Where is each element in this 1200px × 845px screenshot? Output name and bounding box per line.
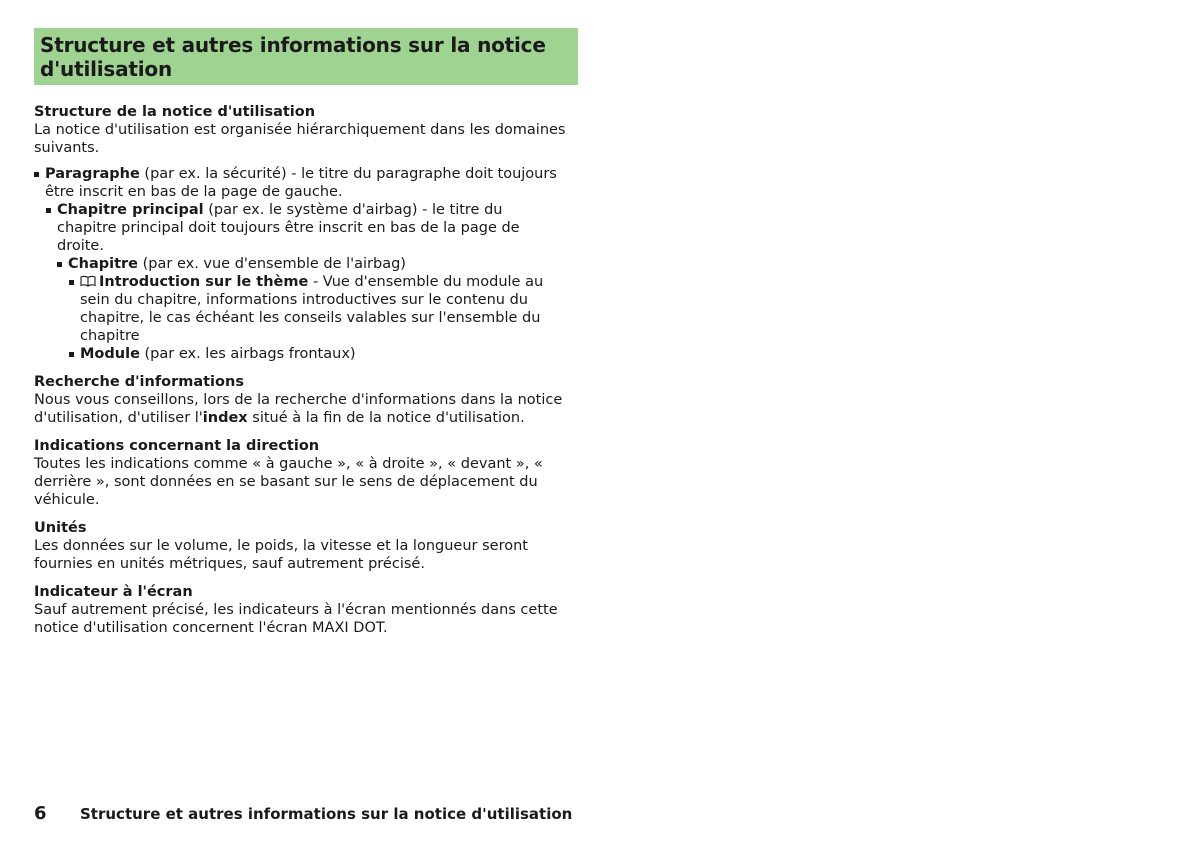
section-heading: Unités — [34, 520, 87, 536]
content-column — [34, 28, 578, 647]
bullet-icon — [57, 262, 62, 267]
list-item-term: Module — [80, 346, 140, 362]
section-heading: Structure de la notice d'utilisation — [34, 104, 316, 120]
section-display — [34, 583, 578, 637]
section-text — [34, 391, 574, 427]
book-icon — [80, 275, 96, 287]
section-text: Les données sur le volume, le poids, la vitesse et la longueur seront fournies en unités métriques, sauf autrement précisé. — [34, 538, 528, 572]
section-intro: La notice d'utilisation est organisée hiérarchiquement dans les domaines suivants. — [34, 122, 566, 156]
section-direction — [34, 437, 578, 509]
section-heading: Indicateur à l'écran — [34, 584, 193, 600]
text-fragment: Nous vous conseillons, lors de la recherche d'informations dans la notice d'utilisation, d'utiliser l' — [34, 392, 563, 426]
section-units — [34, 519, 578, 573]
section-heading: Recherche d'informations — [34, 374, 244, 390]
page-title: Structure et autres informations sur la notice d'utilisation — [40, 33, 546, 81]
section-text: Toutes les indications comme « à gauche », « à droite », « devant », « derrière », sont données en se basant sur le sens de déplacement du véhicule. — [34, 456, 543, 508]
section-text: Sauf autrement précisé, les indicateurs à l'écran mentionnés dans cette notice d'utilisation concernent l'écran MAXI DOT. — [34, 602, 558, 636]
bullet-icon — [69, 280, 74, 285]
running-title: Structure et autres informations sur la notice d'utilisation — [80, 805, 573, 823]
list-item-text: (par ex. vue d'ensemble de l'airbag) — [138, 256, 406, 272]
list-item-text: (par ex. le système d'airbag) - le titre du chapitre principal doit toujours être inscrit en bas de la page de droite. — [57, 202, 520, 254]
page-footer — [34, 804, 572, 824]
page-number: 6 — [34, 803, 47, 824]
section-structure — [34, 103, 578, 363]
section-search — [34, 373, 578, 427]
bullet-icon — [69, 352, 74, 357]
list-item-introduction — [34, 273, 564, 345]
section-heading: Indications concernant la direction — [34, 438, 320, 454]
list-item-chapitre — [34, 255, 562, 273]
title-banner — [34, 28, 578, 85]
list-item-text: (par ex. la sécurité) - le titre du paragraphe doit toujours être inscrit en bas de la page de gauche. — [45, 166, 557, 200]
list-item-text: - Vue d'ensemble du module au sein du chapitre, informations introductives sur le contenu du chapitre, le cas échéant les conseils valables sur l'ensemble du chapitre — [80, 274, 544, 344]
bullet-icon — [34, 172, 39, 177]
list-item-text: (par ex. les airbags frontaux) — [139, 346, 356, 362]
index-term: index — [202, 410, 248, 426]
hierarchy-list — [34, 165, 578, 363]
bullet-icon — [46, 208, 51, 213]
list-item-module — [34, 345, 564, 363]
list-item-term: Chapitre — [68, 256, 139, 272]
list-item-term: Paragraphe — [45, 166, 140, 182]
text-fragment: situé à la fin de la notice d'utilisation. — [247, 410, 525, 426]
list-item-term: Introduction sur le thème — [99, 274, 309, 290]
list-item-paragraphe — [34, 165, 574, 201]
list-item-term: Chapitre principal — [57, 202, 204, 218]
list-item-chapitre-principal — [34, 201, 562, 255]
